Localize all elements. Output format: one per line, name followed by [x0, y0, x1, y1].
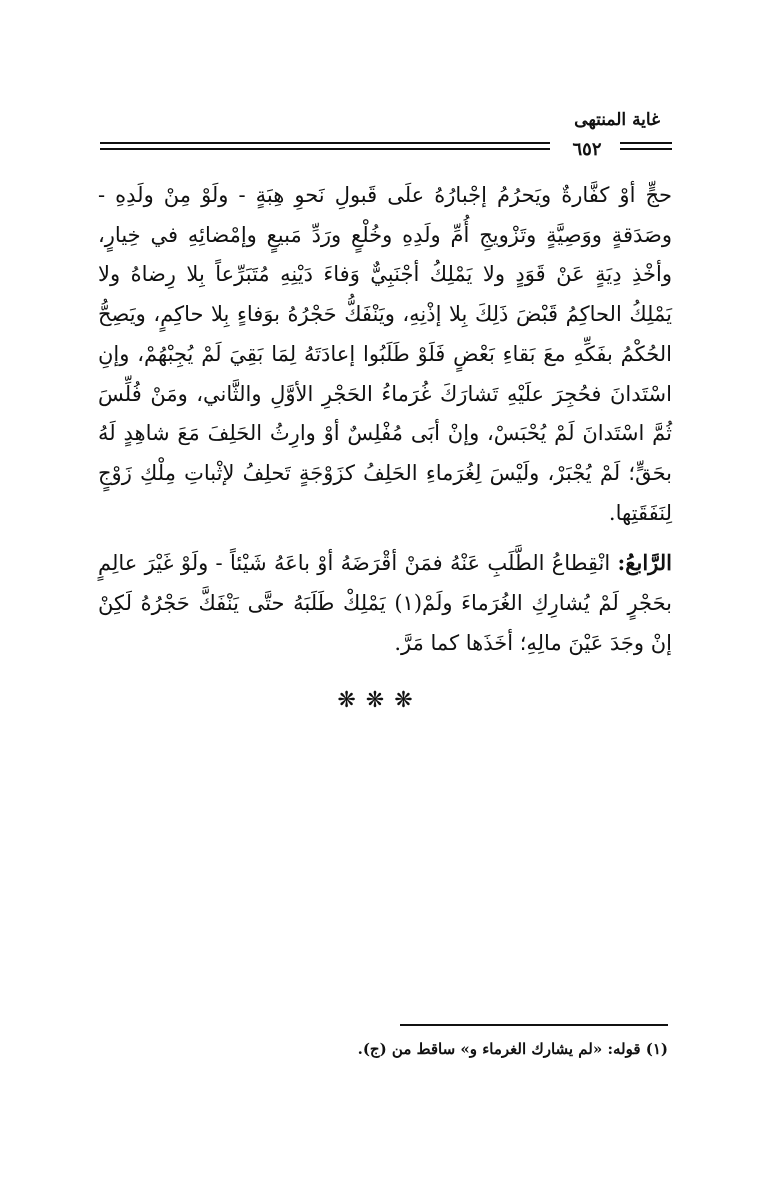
- paragraph-text: انْقِطاعُ الطَّلَبِ عَنْهُ فمَنْ أقْرَضَهُ أوْ باعَهُ شَيْئاً - ولَوْ غَيْرَ عالِمٍ بحَجْرٍ لَمْ يُشارِكِ الغُرَماءَ ولَمْ(١) يَمْلِكْ طَلَبَهُ حتَّى يَنْفَكَّ حَجْرُهُ لَكِنْ إنْ وجَدَ عَيْنَ مالِهِ؛ أخَذَها كما مَرَّ.: [98, 551, 673, 655]
- paragraph: حجٍّ أوْ كفَّارةٌ ويَحرُمُ إجْبارُهُ علَى قَبولِ نَحوِ هِبَةٍ - ولَوْ مِنْ ولَدِهِ - وصَدَقةٍ ووَصِيَّةٍ وتَزْويجِ أُمِّ ولَدِهِ وخُلْعٍ ورَدِّ مَبيعٍ وإمْضائِهِ في خِيارٍ، وأخْذِ دِيَةٍ عَنْ قَوَدٍ ولا يَمْلِكُ أجْنَبِيٌّ وَفاءَ دَيْنِهِ مُتَبَرِّعاً بِلا رِضاهُ ولا يَمْلِكُ الحاكِمُ قَبْضَ ذَلِكَ بِلا إذْنِهِ، ويَنْفَكُّ حَجْرُهُ بوَفاءٍ بِلا حاكِمٍ، ويَصِحُّ الحُكْمُ بفَكِّهِ معَ بَقاءِ بَعْضٍ فَلَوْ طَلَبُوا إعادَتَهُ لِمَا بَقِيَ لَمْ يُجِبْهُمْ، وإنِ اسْتَدانَ فحُجِرَ علَيْهِ تَشارَكَ غُرَماءُ الحَجْرِ الأوَّلِ والثَّاني، ومَنْ فُلِّسَ ثُمَّ اسْتَدانَ لَمْ يُحْبَسْ، وإنْ أبَى مُفْلِسٌ أوْ وارِثُ الحَلِفَ مَعَ شاهِدٍ لَهُ بحَقٍّ؛ لَمْ يُجْبَرْ، ولَيْسَ لِغُرَماءِ الحَلِفُ كزَوْجَةٍ تَحلِفُ لإثْباتِ مِلْكِ زَوْجٍ لِنَفَقَتِها.: [98, 183, 672, 525]
- body-text: [98, 176, 672, 663]
- footnote-rule: [400, 1024, 668, 1026]
- running-title: غاية المنتهى: [574, 110, 660, 130]
- header-rule-right: [620, 142, 672, 154]
- header-rule-left: [100, 142, 550, 154]
- paragraph: [98, 543, 672, 663]
- page-number: ٦٥٢: [572, 139, 602, 160]
- section-separator: ❋❋❋: [337, 688, 423, 713]
- footnote: (١) قوله: «لم يشارك الغرماء و» ساقط من (ج).: [357, 1040, 668, 1058]
- section-lead: الرَّابعُ:: [617, 550, 672, 576]
